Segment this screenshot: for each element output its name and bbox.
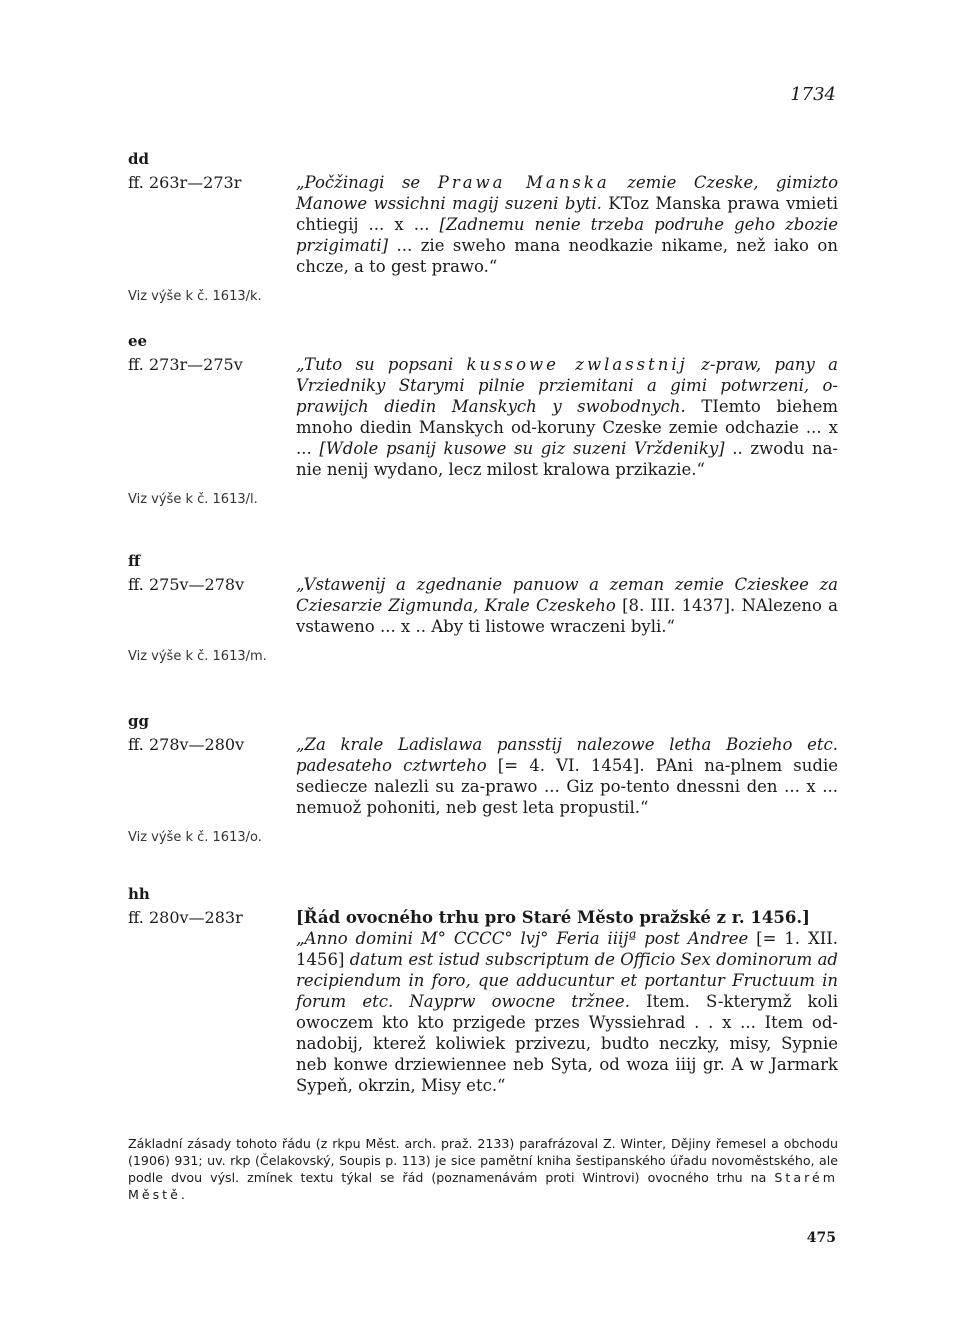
text-italic: „Anno domini M° CCCC° lvj° Feria iiijª post Andree	[296, 929, 749, 948]
text-body: [= 4. VI. 1454]. PAni na-plnem sudie sediecze nalezli su za-prawo ... Giz po-tento dnessni den ... x ... nemuož pohoniti, neb gest leta propustil.“	[296, 756, 838, 817]
running-year: 1734	[790, 84, 836, 105]
cross-reference: Viz výše k č. 1613/k.	[128, 289, 262, 304]
incipit-spaced: Prawa Manska	[437, 173, 610, 192]
entry-dd	[128, 150, 838, 304]
entry-label: dd	[128, 150, 149, 168]
entry-gg	[128, 712, 838, 845]
entry-text	[296, 172, 838, 277]
footnote	[128, 1135, 838, 1203]
entry-ff	[128, 552, 838, 664]
incipit-prefix: „Počžinagi se	[296, 173, 438, 192]
text-italic: [Wdole psanij kusowe su giz suzeni Vrždeniky]	[319, 439, 725, 458]
entry-text	[296, 574, 838, 637]
page-number: 475	[806, 1230, 836, 1246]
entry-hh	[128, 885, 838, 1096]
text-end: .. zwodu na-nie nenij wydano, lecz milost kralowa przikazie.“	[296, 439, 839, 479]
folio-range: ff. 278v—280v	[128, 735, 245, 754]
incipit-prefix: „Tuto su popsani	[296, 355, 467, 374]
text-italic: [Zadnemu nenie trzeba podruhe geho zbozie przigimati]	[296, 215, 838, 255]
text-body: Item. S-kterymž koli owoczem kto kto przigede przes Wyssiehrad . . x ... Item od-nadobij, kterež koliwiek przivezu, budto neczky, misy, Sypnie neb konwe drziewiennee neb Syta, od woza iiij gr. A w Jarmark Sypeň, okrzin, Misy etc.“	[296, 992, 839, 1095]
entry-label: ff	[128, 552, 141, 570]
entry-label: ee	[128, 332, 148, 350]
entry-title: [Řád ovocného trhu pro Staré Město pražské z r. 1456.]	[296, 908, 810, 927]
text-body: [= 1. XII. 1456]	[296, 929, 838, 969]
footnote-text: Základní zásady tohoto řádu (z rkpu Měst. arch. praž. 2133) parafrázoval Z. Winter, Dějiny řemesel a obchodu (1906) 931; uv. rkp (Čelakovský, Soupis p. 113) je sice pamětní kniha šestipanského úřadu novoměstského, ale podle dvou výsl. zmínek textu týkal se řád (poznamenávám proti Wintrovi) ovocného trhu na	[128, 1136, 838, 1185]
folio-range: ff. 273r—275v	[128, 355, 243, 374]
folio-range: ff. 275v—278v	[128, 575, 245, 594]
incipit-spaced: kussowe zwlasstnij	[466, 355, 688, 374]
text-italic: datum est istud subscriptum de Officio Sex dominorum ad recipiendum in foro, que adducuntur et portantur Fructuum in forum etc. Nayprw owocne tržnee.	[296, 950, 838, 1011]
cross-reference: Viz výše k č. 1613/o.	[128, 830, 262, 845]
folio-range: ff. 263r—273r	[128, 173, 242, 192]
incipit: „Vstawenij a zgednanie panuow a zeman zemie Czieskee za Cziesarzie Zigmunda, Krale Czeskeho	[296, 575, 838, 615]
entry-text	[296, 354, 838, 480]
text-body: TIemto biehem mnoho diedin Manskych od-koruny Czeske zemie odchazie ... x ...	[296, 397, 838, 458]
text-body: KToz Manska prawa vmieti chtiegij ... x ...	[296, 194, 838, 234]
incipit-suffix: z-praw, pany a Vrziedniky Starymi pilnie prziemitani a gimi potwrzeni, o-prawijch diedin Manskych y swobodnych.	[296, 355, 838, 416]
entry-label: hh	[128, 885, 150, 903]
entry-text	[296, 907, 838, 1096]
incipit: „Za krale Ladislawa pansstij nalezowe letha Bozieho etc. padesateho cztwrteho	[296, 735, 838, 775]
footnote-spaced: Starém Městě.	[128, 1170, 838, 1202]
folio-range: ff. 280v—283r	[128, 908, 243, 927]
text-end: ... zie sweho mana neodkazie nikame, než iako on chcze, a to gest prawo.“	[296, 236, 838, 276]
entry-ee	[128, 332, 838, 507]
incipit-suffix: zemie Czeske, gimizto Manowe wssichni magij suzeni byti.	[296, 173, 838, 213]
cross-reference: Viz výše k č. 1613/l.	[128, 492, 258, 507]
text-body: [8. III. 1437]. NAlezeno a vstaweno ... x .. Aby ti listowe wraczeni byli.“	[296, 596, 838, 636]
cross-reference: Viz výše k č. 1613/m.	[128, 649, 267, 664]
entry-text	[296, 734, 838, 818]
entry-label: gg	[128, 712, 149, 730]
